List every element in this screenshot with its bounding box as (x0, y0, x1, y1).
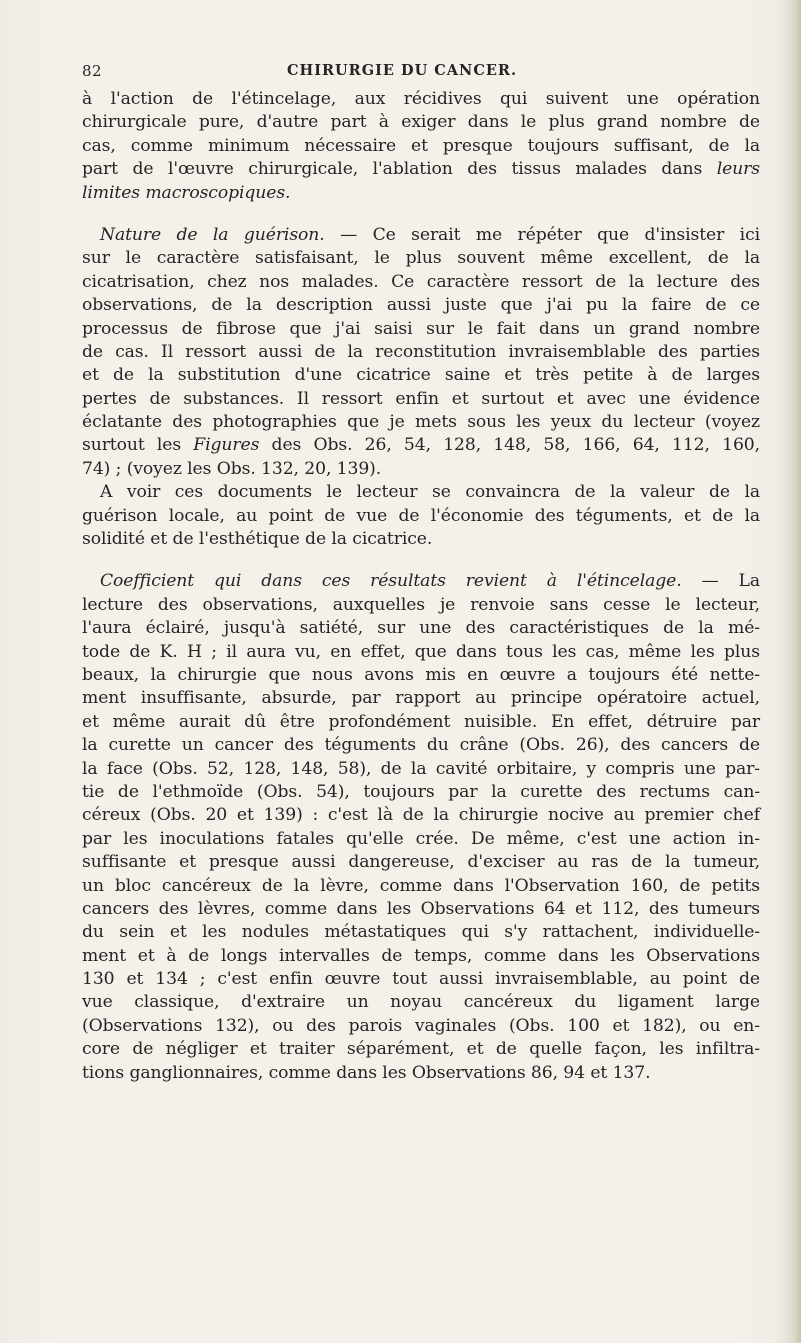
body-text (82, 88, 760, 1085)
paragraph-coefficient (82, 570, 760, 1085)
text-line: sur le caractère satisfaisant, le plus souvent même excellent, de la (82, 248, 760, 269)
text-line: et même aurait dû être profondément nuisible. En effet, détruire par (82, 711, 760, 732)
text-line: vue classique, d'extraire un noyau cancéreux du ligament large (82, 992, 760, 1013)
text-line: cas, comme minimum nécessaire et presque toujours suffisant, de la (82, 135, 760, 156)
text-line-segment: — Ce serait me répéter que d'insister ici (324, 224, 760, 245)
text-line: ment insuffisante, absurde, par rapport au principe opératoire actuel, (82, 688, 760, 709)
paragraph-a-voir (82, 481, 760, 551)
text-line: beaux, la chirurgie que nous avons mis en œuvre a toujours été nette- (82, 664, 760, 685)
text-line: tie de l'ethmoïde (Obs. 54), toujours par la curette des rectums can- (82, 781, 760, 802)
text-line: 130 et 134 ; c'est enfin œuvre tout aussi invraisemblable, au point de (82, 969, 760, 990)
text-line: tions ganglionnaires, comme dans les Observations 86, 94 et 137. (82, 1062, 651, 1083)
text-line: processus de fibrose que j'ai saisi sur le fait dans un grand nombre (82, 318, 760, 339)
text-line: tode de K. H ; il aura vu, en effet, que dans tous les cas, même les plus (82, 641, 760, 662)
text-line: la face (Obs. 52, 128, 148, 58), de la cavité orbitaire, y compris une par- (82, 758, 760, 779)
text-line: la curette un cancer des téguments du crâne (Obs. 26), des cancers de (82, 735, 760, 756)
text-line: solidité et de l'esthétique de la cicatrice. (82, 529, 433, 550)
text-line-segment: — La (681, 571, 761, 592)
text-line: cicatrisation, chez nos malades. Ce caractère ressort de la lecture des (82, 271, 760, 292)
running-title: CHIRURGIE DU CANCER. (286, 62, 518, 79)
text-line: l'aura éclairé, jusqu'à satiété, sur une des caractéristiques de la mé- (82, 618, 760, 639)
text-line: suffisante et presque aussi dangereuse, d'exciser au ras de la tumeur, (82, 852, 760, 873)
text-line: de cas. Il ressort aussi de la reconstitution invraisemblable des parties (82, 341, 760, 362)
text-line-segment: part de l'œuvre chirurgicale, l'ablation des tissus malades dans (82, 159, 703, 180)
text-line: cancers des lèvres, comme dans les Observations 64 et 112, des tumeurs (82, 898, 760, 919)
text-line: guérison locale, au point de vue de l'économie des téguments, et de la (82, 505, 760, 526)
text-line: A voir ces documents le lecteur se convaincra de la valeur de la (100, 482, 760, 503)
text-line: ment et à de longs intervalles de temps, comme dans les Observations (82, 945, 760, 966)
section-heading: Nature de la guérison. (100, 224, 325, 245)
italic-phrase: limites macroscopiques. (82, 182, 291, 203)
page-number: 82 (82, 62, 103, 80)
page-edge-shadow (779, 0, 801, 1343)
text-line: un bloc cancéreux de la lèvre, comme dans l'Observation 160, de petits (82, 875, 760, 896)
text-line-segment: des Obs. 26, 54, 128, 148, 58, 166, 64, 112, 160, (259, 435, 760, 456)
text-line: (Observations 132), ou des parois vaginales (Obs. 100 et 182), ou en- (82, 1015, 760, 1036)
section-heading: Coefficient qui dans ces résultats revient à l'étincelage. (100, 571, 682, 592)
italic-phrase: leurs (716, 159, 760, 180)
running-header (82, 62, 722, 88)
text-line: lecture des observations, auxquelles je renvoie sans cesse le lecteur, (82, 594, 760, 615)
paragraph-nature-guerison (82, 224, 760, 481)
text-line (82, 224, 760, 247)
text-line (82, 158, 760, 181)
text-line: pertes de substances. Il ressort enfin et surtout et avec une évidence (82, 388, 760, 409)
text-line: et de la substitution d'une cicatrice saine et très petite à de larges (82, 365, 760, 386)
text-line: à l'action de l'étincelage, aux récidives qui suivent une opération (82, 89, 760, 109)
italic-figures: Figures (193, 435, 260, 456)
text-line (82, 570, 760, 593)
paragraph-continuation (82, 88, 760, 205)
text-line (82, 182, 760, 205)
text-line: chirurgicale pure, d'autre part à exiger dans le plus grand nombre de (82, 112, 760, 133)
text-line: éclatante des photographies que je mets sous les yeux du lecteur (voyez (82, 412, 760, 433)
text-line-segment: surtout les (82, 435, 182, 456)
text-line: du sein et les nodules métastatiques qui s'y rattachent, individuelle- (82, 922, 760, 943)
text-line: céreux (Obs. 20 et 139) : c'est là de la chirurgie nocive au premier chef (82, 805, 760, 826)
text-line: observations, de la description aussi juste que j'ai pu la faire de ce (82, 295, 760, 316)
text-line: core de négliger et traiter séparément, et de quelle façon, les infiltra- (82, 1039, 760, 1060)
text-line: 74) ; (voyez les Obs. 132, 20, 139). (82, 458, 382, 479)
text-line: par les inoculations fatales qu'elle crée. De même, c'est une action in- (82, 828, 760, 849)
text-line (82, 434, 760, 457)
